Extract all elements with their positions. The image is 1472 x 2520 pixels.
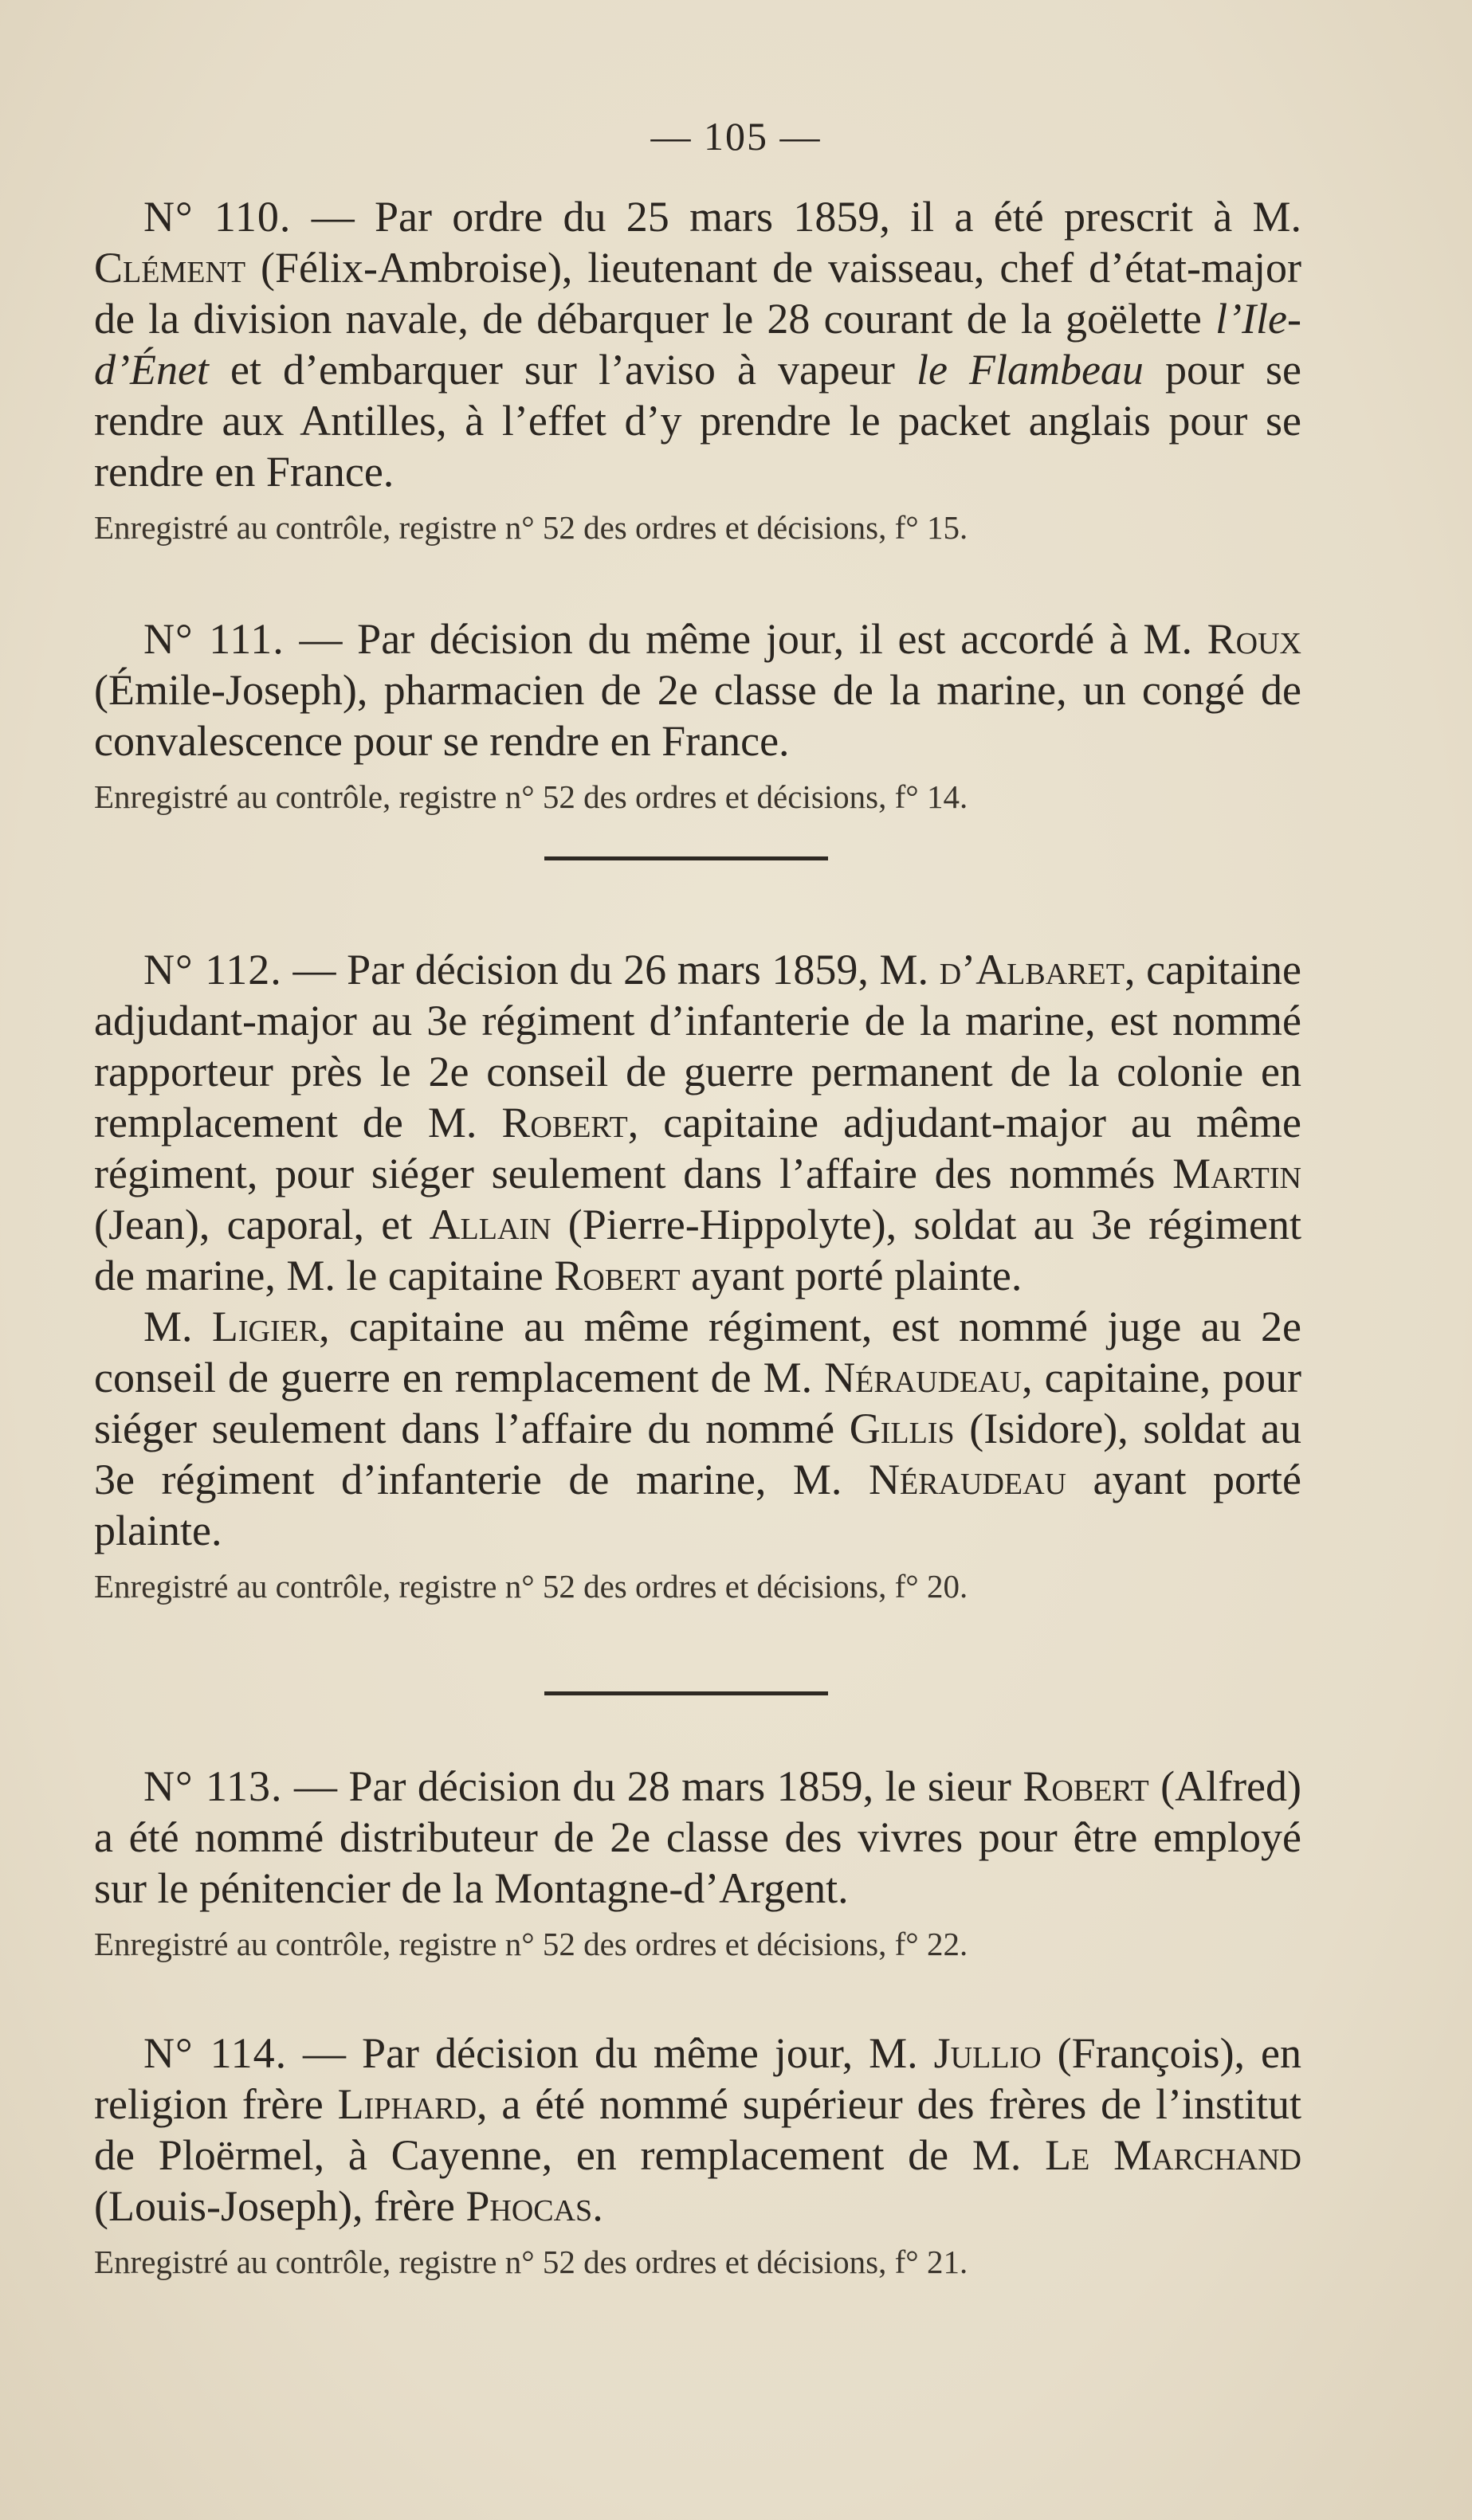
entry-number: N° 113. xyxy=(143,1762,283,1810)
ship-name: l’Ile-d’Énet xyxy=(94,295,1301,394)
person-name: Gillis xyxy=(849,1405,955,1452)
registration-note: Enregistré au contrôle, registre n° 52 des ordres et décisions, f° 14. xyxy=(94,778,968,815)
person-name: Clément xyxy=(94,244,246,292)
entry-111-text: N° 111. — Par décision du même jour, il est accordé à M. Roux (Émile-Joseph), pharmacien de 2e classe de la marine, un congé de convalescence pour se rendre en France. xyxy=(94,615,1301,765)
entry-110-text: N° 110. — Par ordre du 25 mars 1859, il a été prescrit à M. Clément (Félix-Ambroise), lieutenant de vaisseau, chef d’état-major de la division navale, de débarquer le 28 courant de la goëlette l’Ile-d’Énet et d’embarquer sur l’aviso à vapeur le Flambeau pour se rendre aux Antilles, à l’effet d’y prendre le packet anglais pour se rendre en France. xyxy=(94,193,1301,496)
person-name: Robert xyxy=(554,1252,681,1299)
person-name: Ligier xyxy=(211,1303,320,1350)
person-name: Liphard xyxy=(337,2080,477,2128)
person-name: Néraudeau xyxy=(824,1354,1023,1401)
entry-number: N° 112. xyxy=(143,946,282,993)
entry-110 xyxy=(94,191,1301,550)
registration-note: Enregistré au contrôle, registre n° 52 des ordres et décisions, f° 22. xyxy=(94,1926,968,1962)
person-name: Robert xyxy=(501,1099,628,1146)
person-name: d’Albaret xyxy=(939,946,1125,993)
registration-note: Enregistré au contrôle, registre n° 52 des ordres et décisions, f° 20. xyxy=(94,1568,968,1605)
registration-note: Enregistré au contrôle, registre n° 52 des ordres et décisions, f° 15. xyxy=(94,509,968,546)
person-name: Le Marchand xyxy=(1045,2131,1301,2179)
entry-114-text: N° 114. — Par décision du même jour, M. Jullio (François), en religion frère Liphard, a été nommé supérieur des frères de l’institut de Ploërmel, à Cayenne, en remplacement de M. Le Marchand (Louis-Joseph), frère Phocas. xyxy=(94,2029,1302,2230)
entry-113-text: N° 113. — Par décision du 28 mars 1859, le sieur Robert (Alfred) a été nommé distributeur de 2e classe des vivres pour être employé sur le pénitencier de la Montagne-d’Argent. xyxy=(94,1762,1301,1912)
separator-rule xyxy=(544,856,828,860)
person-name: Roux xyxy=(1207,615,1301,663)
person-name: Robert xyxy=(1023,1762,1149,1810)
entry-number: N° 114. xyxy=(143,2029,288,2077)
entry-number: N° 110. xyxy=(143,193,292,241)
page-number: — 105 — xyxy=(650,114,822,159)
person-name: Martin xyxy=(1172,1150,1301,1197)
person-name: Phocas xyxy=(465,2182,593,2230)
registration-note: Enregistré au contrôle, registre n° 52 des ordres et décisions, f° 21. xyxy=(94,2244,968,2280)
entry-114 xyxy=(94,2028,1301,2284)
ship-name: le Flambeau xyxy=(916,346,1144,394)
entry-111 xyxy=(94,613,1301,819)
person-name: Jullio xyxy=(933,2029,1042,2077)
entry-112-text-continued: M. Ligier, capitaine au même régiment, est nommé juge au 2e conseil de guerre en remplacement de M. Néraudeau, capitaine, pour siéger seulement dans l’affaire du nommé Gillis (Isidore), soldat au 3e régiment d’infanterie de marine, M. Néraudeau ayant porté plainte. xyxy=(94,1303,1302,1554)
entry-112 xyxy=(94,944,1301,1609)
entry-112-text: N° 112. — Par décision du 26 mars 1859, M. d’Albaret, capitaine adjudant-major au 3e régiment d’infanterie de la marine, est nommé rapporteur près le 2e conseil de guerre permanent de la colonie en remplacement de M. Robert, capitaine adjudant-major au même régiment, pour siéger seulement dans l’affaire des nommés Martin (Jean), caporal, et Allain (Pierre-Hippolyte), soldat au 3e régiment de marine, M. le capitaine Robert ayant porté plainte. xyxy=(94,946,1301,1299)
person-name: Néraudeau xyxy=(869,1456,1066,1503)
entry-113 xyxy=(94,1761,1301,1966)
separator-rule xyxy=(544,1691,828,1695)
entry-number: N° 111. xyxy=(143,615,285,663)
person-name: Allain xyxy=(429,1201,552,1248)
